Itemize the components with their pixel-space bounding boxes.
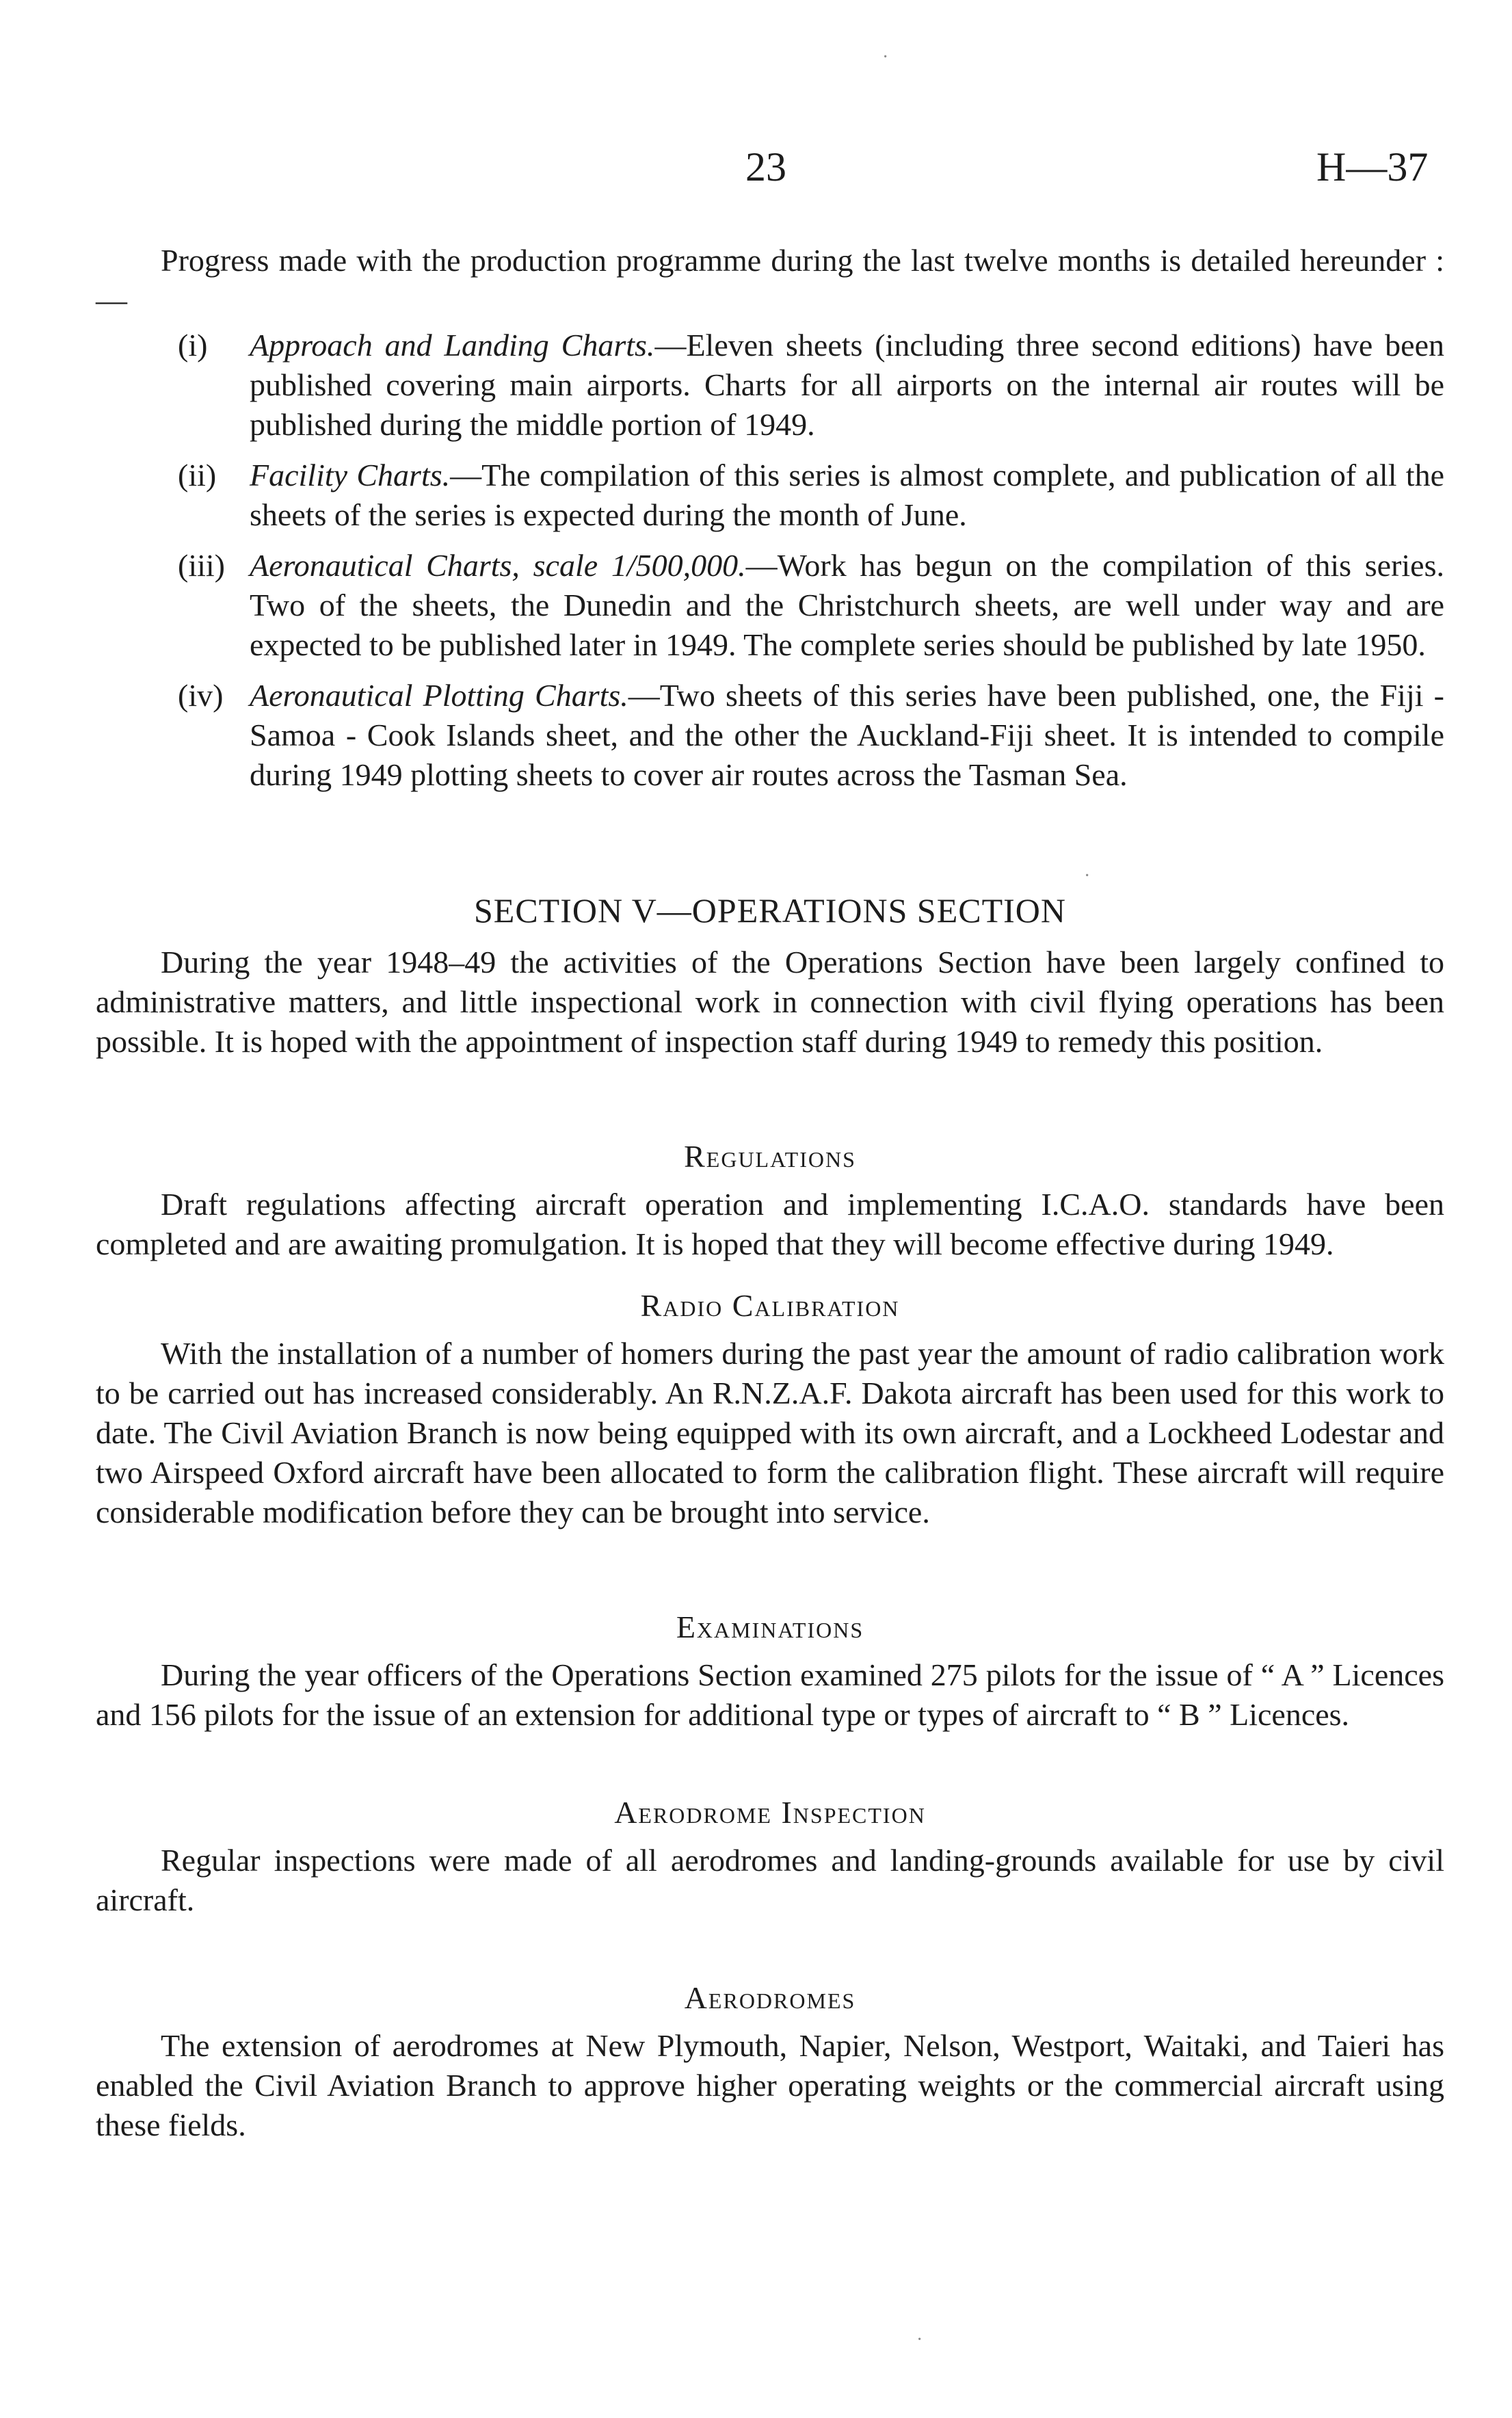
scan-speck: · xyxy=(882,47,889,68)
item-number: (iii) xyxy=(178,548,225,583)
subsection-text-radio-calibration: With the installation of a number of homers during the past year the amount of radio calibration work to be carried out has increased considerably. An R.N.Z.A.F. Dakota aircraft has been used for this work to date. The Civil Aviation Branch is now being equipped with its own aircraft, and a Lockheed Lodestar and two Airspeed Oxford aircraft have been allocated to form the calibration flight. These aircraft will require considerable modification before they can be brought into service. xyxy=(96,1336,1444,1529)
scan-speck: · xyxy=(1084,865,1091,886)
subsection-text-regulations: Draft regulations affecting aircraft operation and implementing I.C.A.O. standards have been completed and are awaiting promulgation. It is hoped that they will become effective during 1949. xyxy=(96,1187,1444,1261)
item-text: —The compilation of this series is almost complete, and publication of all the sheets of the series is expected during the month of June. xyxy=(250,458,1444,532)
subsection-heading-aerodrome-inspection: Aerodrome Inspection xyxy=(614,1795,926,1830)
list-item xyxy=(96,676,1444,795)
page-body xyxy=(96,241,1444,2145)
subsection-heading-radio-calibration: Radio Calibration xyxy=(640,1288,900,1323)
section-intro: During the year 1948–49 the activities of the Operations Section have been largely confined to administrative matters, and little inspectional work in connection with civil flying operations has been possible. It is hoped with the appointment of inspection staff during 1949 to remedy this position. xyxy=(96,945,1444,1059)
subsection-heading-regulations: Regulations xyxy=(684,1139,856,1174)
document-code: H—37 xyxy=(1316,144,1429,189)
item-title: Approach and Landing Charts. xyxy=(250,328,655,363)
page-number: 23 xyxy=(745,144,786,189)
item-title: Aeronautical Charts, scale 1/500,000. xyxy=(250,548,746,583)
subsection-text-examinations: During the year officers of the Operations Section examined 275 pilots for the issue of “ A ” Licences and 156 pilots for the issue of an extension for additional type or types of aircraft to “ B ” Licences. xyxy=(96,1657,1444,1732)
intro-paragraph: Progress made with the production programme during the last twelve months is detailed hereunder :— xyxy=(96,243,1444,317)
subsection-text-aerodrome-inspection: Regular inspections were made of all aerodromes and landing-grounds available for use by civil aircraft. xyxy=(96,1843,1444,1917)
list-item xyxy=(96,326,1444,445)
subsection-heading-aerodromes: Aerodromes xyxy=(684,1980,856,2015)
item-text: —Work has begun on the compilation of this series. Two of the sheets, the Dunedin and the Christchurch sheets, are well under way and are expected to be published later in 1949. The complete series should be published by late 1950. xyxy=(250,548,1444,662)
list-item xyxy=(96,546,1444,665)
subsection-text-aerodromes: The extension of aerodromes at New Plymouth, Napier, Nelson, Westport, Waitaki, and Taieri has enabled the Civil Aviation Branch to approve higher operating weights or the commercial aircraft using these fields. xyxy=(96,2028,1444,2142)
list-item xyxy=(96,456,1444,535)
item-text: —Two sheets of this series have been published, one, the Fiji - Samoa - Cook Islands sheet, and the other the Auckland-Fiji sheet. It is intended to compile during 1949 plotting sheets to cover air routes across the Tasman Sea. xyxy=(250,678,1444,792)
item-number: (iv) xyxy=(178,678,224,713)
item-number: (i) xyxy=(178,328,208,363)
item-number: (ii) xyxy=(178,458,217,492)
item-title: Aeronautical Plotting Charts. xyxy=(250,678,628,713)
section-title: SECTION V—OPERATIONS SECTION xyxy=(473,891,1066,930)
item-text: —Eleven sheets (including three second editions) have been published covering main airports. Charts for all airports on the internal air routes will be published during the middle portion of 1949. xyxy=(250,328,1444,442)
item-title: Facility Charts. xyxy=(250,458,451,492)
scan-speck: · xyxy=(916,2329,923,2350)
chart-list xyxy=(96,326,1444,795)
subsection-heading-examinations: Examinations xyxy=(676,1609,864,1644)
